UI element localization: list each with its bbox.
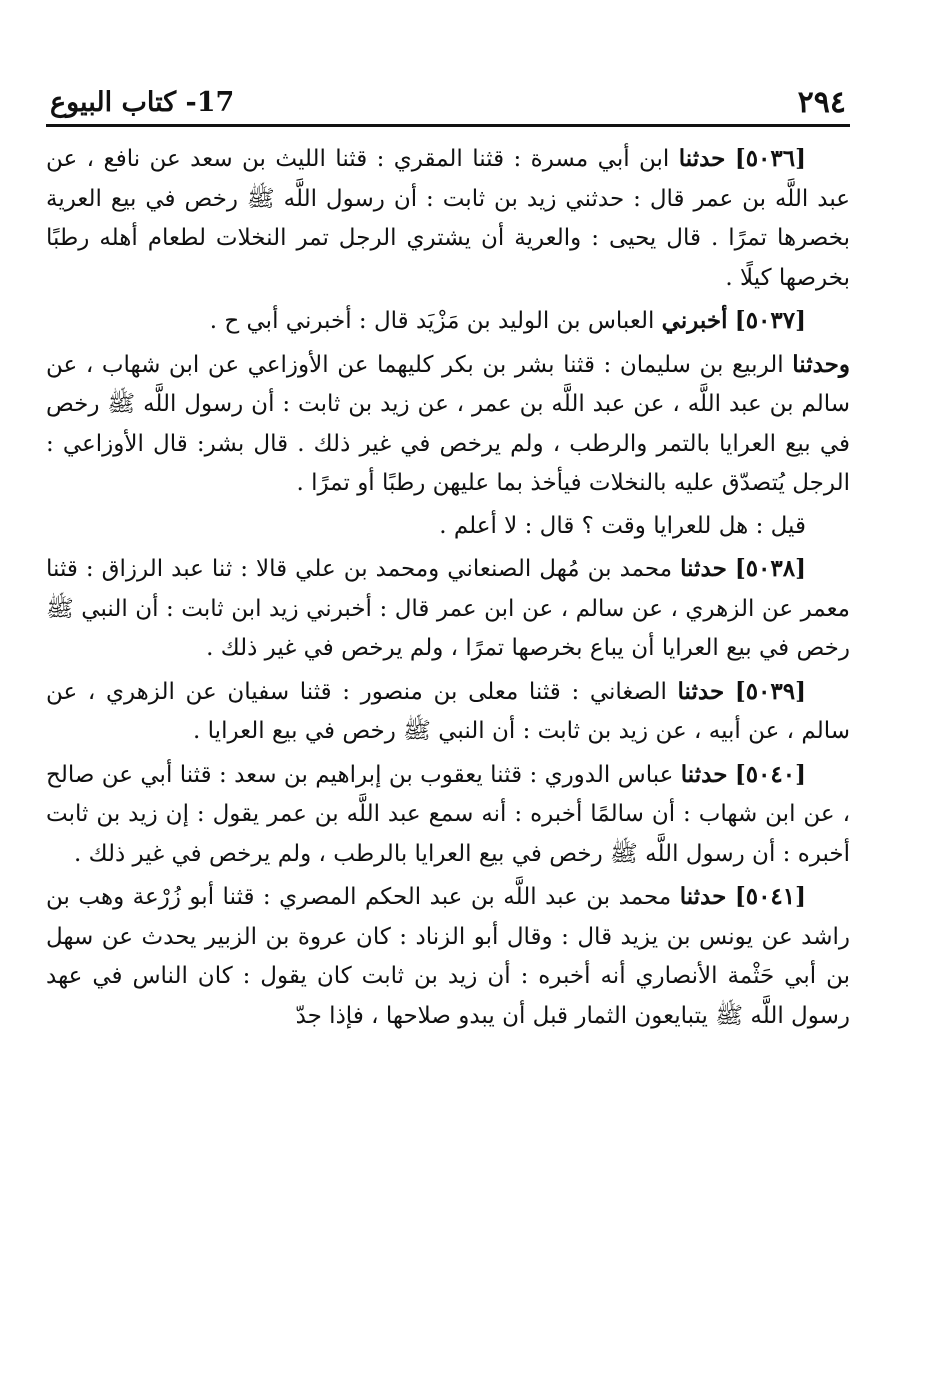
hadith-5038: [46, 549, 850, 669]
hadith-text: قيل : هل للعرايا وقت ؟ قال : لا أعلم .: [439, 512, 806, 539]
hadith-5037: [46, 301, 850, 342]
hadith-text: الربيع بن سليمان : قثنا بشر بن بكر كليهما عن الأوزاعي عن ابن شهاب ، عن سالم بن عبد اللَّه ، عن عبد اللَّه بن عمر ، عن زيد بن ثابت : أن رسول اللَّه ﷺ رخص في بيع العرايا بالتمر والرطب ، ولم يرخص في غير ذلك . قال بشر: قال الأوزاعي : الرجل يُتصدّق عليه بالنخلات فيأخذ بما عليهن رطبًا أو تمرًا .: [46, 351, 850, 496]
hadith-text: ابن أبي مسرة : قثنا المقري : قثنا الليث بن سعد عن نافع ، عن عبد اللَّه بن عمر قال : حدثني زيد بن ثابت : أن رسول اللَّه ﷺ رخص في بيع العرية بخصرها تمرًا . قال يحيى : والعرية أن يشتري الرجل تمر النخلات لطعام أهله رطبًا بخرصها كيلًا .: [46, 146, 850, 291]
hadith-text: محمد بن مُهل الصنعاني ومحمد بن علي قالا : ثنا عبد الرزاق : قثنا معمر عن الزهري ، عن سالم ، عن ابن عمر قال : أخبرني زيد ابن ثابت : أن النبي ﷺ رخص في بيع العرايا أن يباع بخرصها تمرًا ، ولم يرخص في غير ذلك .: [46, 556, 850, 661]
hadith-lead: حدثنا: [677, 677, 725, 705]
hadith-number: [٥٠٤١]: [734, 883, 807, 910]
hadith-number: [٥٠٣٩]: [734, 677, 807, 705]
hadith-number: [٥٠٣٨]: [734, 555, 807, 582]
question-line: [46, 507, 850, 547]
hadith-lead: حدثنا: [680, 555, 727, 582]
hadith-5040: [46, 755, 850, 875]
hadith-lead: أخبرني: [661, 307, 728, 334]
hadith-5037-continued: [46, 345, 850, 504]
hadith-number: [٥٠٣٦]: [734, 145, 807, 172]
hadith-5036: [46, 139, 850, 298]
hadith-number: [٥٠٤٠]: [734, 760, 807, 788]
page-body: [46, 139, 850, 1036]
hadith-lead: وحدثنا: [792, 350, 850, 378]
hadith-5041: [46, 877, 850, 1036]
hadith-text: عباس الدوري : قثنا يعقوب بن إبراهيم بن سعد : قثنا أبي عن صالح ، عن ابن شهاب : أن سالمًا أخبره : أنه سمع عبد اللَّه بن عمر يقول : إن زيد بن ثابت أخبره : أن رسول اللَّه ﷺ رخص في بيع العرايا بالرطب ، ولم يرخص في غير ذلك .: [46, 761, 850, 867]
page: [46, 70, 850, 1039]
hadith-lead: حدثنا: [679, 883, 727, 910]
chapter-title: 17- كتاب البيوع: [50, 87, 235, 118]
hadith-text: محمد بن عبد اللَّه بن عبد الحكم المصري : قثنا أبو زُرْعة وهب بن راشد عن يونس بن يزيد قال : وقال أبو الزناد : كان عروة بن الزبير يحدث عن سهل بن أبي حَثْمة الأنصاري أنه أخبره : أن زيد بن ثابت كان يقول : كان الناس في عهد رسول اللَّه ﷺ يتبايعون الثمار قبل أن يبدو صلاحها ، فإذا جدّ: [46, 884, 850, 1029]
hadith-number: [٥٠٣٧]: [734, 307, 806, 334]
hadith-5039: [46, 672, 850, 752]
page-header: [46, 70, 850, 127]
page-number: ٢٩٤: [797, 85, 846, 120]
hadith-lead: حدثنا: [678, 145, 726, 172]
hadith-lead: حدثنا: [680, 760, 728, 788]
hadith-text: الصغاني : قثنا معلى بن منصور : قثنا سفيان عن الزهري ، عن سالم ، عن أبيه ، عن زيد بن ثابت : أن النبي ﷺ رخص في بيع العرايا .: [46, 678, 850, 744]
hadith-text: العباس بن الوليد بن مَزْيَد قال : أخبرني أبي ح .: [209, 308, 655, 334]
